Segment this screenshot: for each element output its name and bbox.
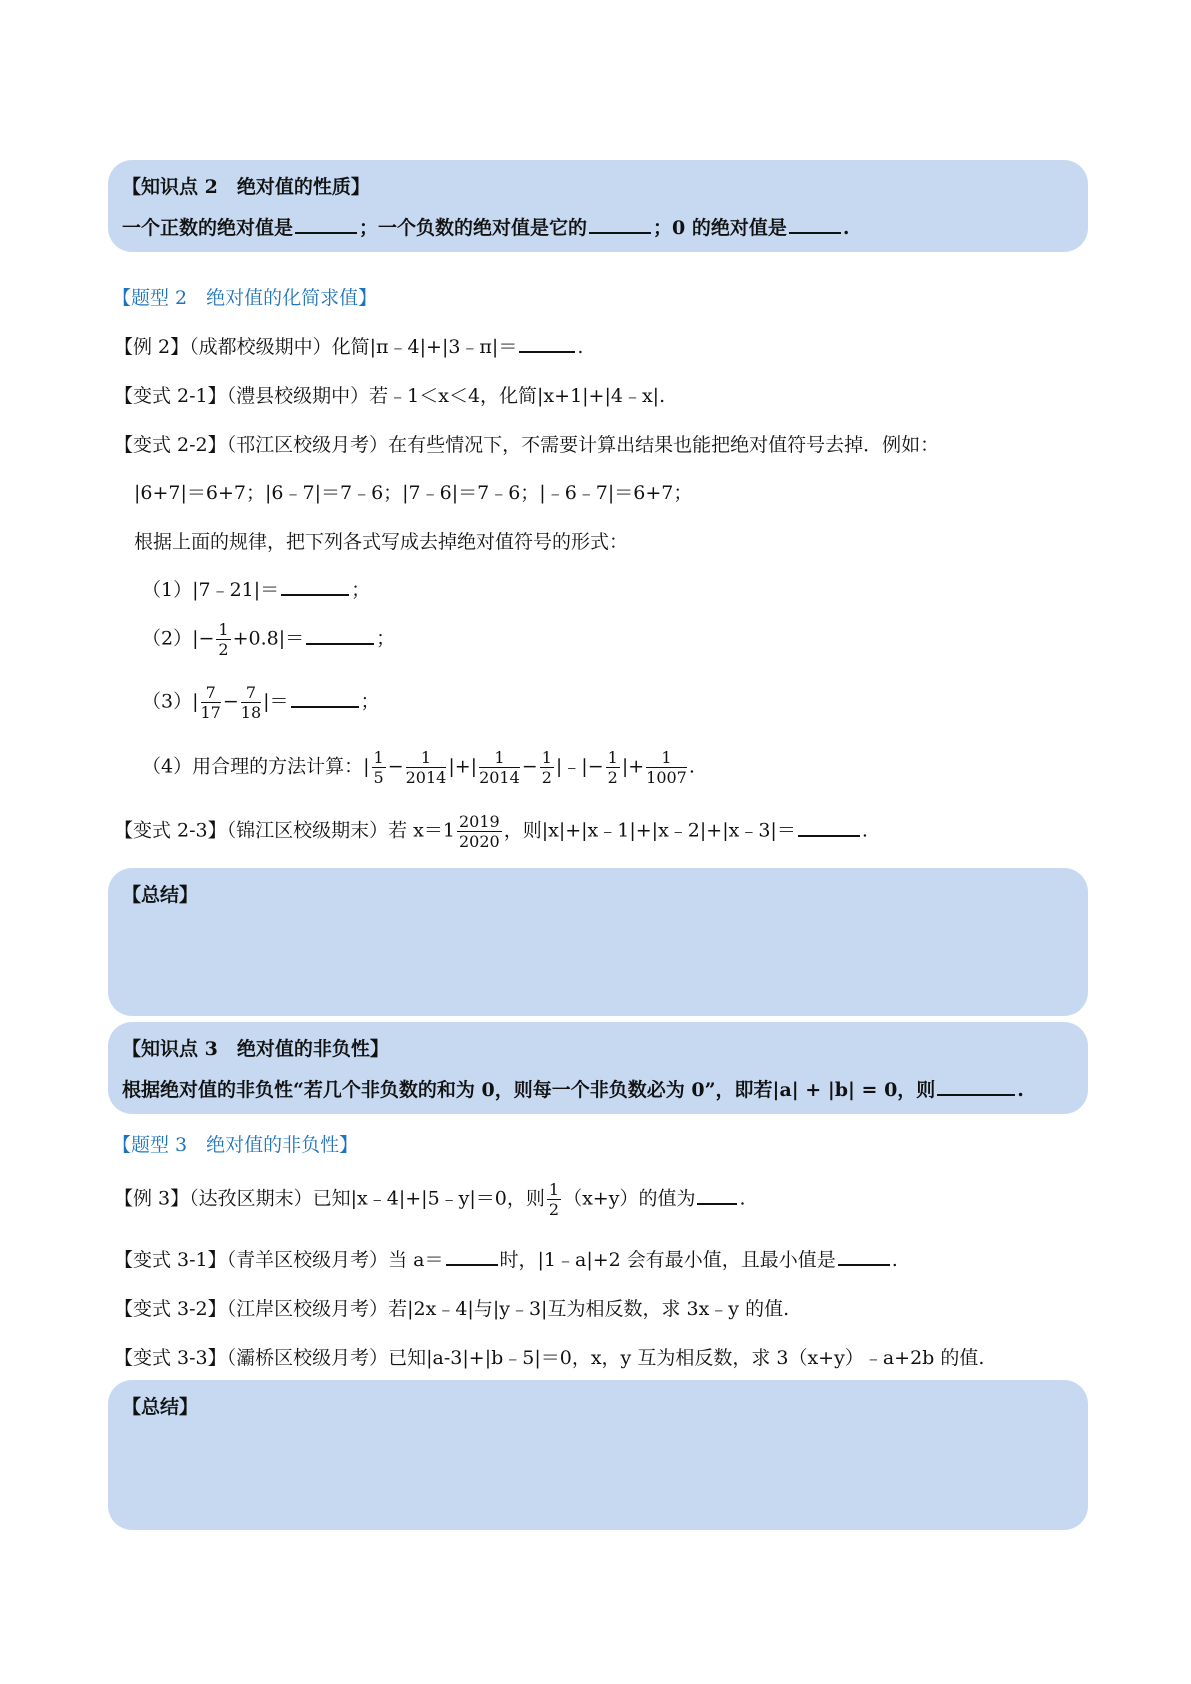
fraction-denominator: 2 <box>607 768 618 788</box>
answer-blank[interactable] <box>838 1248 890 1266</box>
fraction-denominator: 2 <box>548 1200 560 1220</box>
variant-2-3-text: ，则|x|+|x﹣1|+|x﹣2|+|x﹣3|＝ <box>503 819 796 842</box>
kp2-text-1: 一个正数的绝对值是 <box>122 217 294 239</box>
end-mark: ； <box>360 690 380 713</box>
minus-sign: − <box>387 755 404 778</box>
answer-blank[interactable] <box>589 216 651 234</box>
subquestion-4-text: （4）用合理的方法计算：| <box>142 755 370 778</box>
variant-tag: 【变式 3-2】 <box>114 1298 227 1320</box>
fraction-denominator: 5 <box>373 768 384 788</box>
subquestion-4 <box>142 748 695 787</box>
variant-3-1-text: （青羊区校级月考）当 a＝ <box>226 1249 444 1271</box>
minus-sign: − <box>222 690 239 713</box>
example-2 <box>114 332 583 359</box>
knowledge-point-2-title: 【知识点 2 绝对值的性质】 <box>122 176 370 198</box>
operator: |+| <box>448 755 478 778</box>
knowledge-point-2-content <box>122 213 1074 240</box>
fraction-numerator: 1 <box>548 1180 560 1199</box>
fraction <box>479 748 520 787</box>
variant-3-3-text: （灞桥区校级月考）已知|a-3|+|b﹣5|＝0，x，y 互为相反数，求 3（x+y）﹣a+2b 的值. <box>226 1347 985 1369</box>
answer-blank[interactable] <box>295 216 357 234</box>
end-mark: . <box>861 819 868 842</box>
fraction-denominator: 2014 <box>479 768 520 788</box>
example-3 <box>114 1180 746 1219</box>
fraction <box>201 683 221 722</box>
fraction-denominator: 17 <box>200 703 221 723</box>
answer-blank[interactable] <box>519 335 575 353</box>
question-type-3-title: 【题型 3 绝对值的非负性】 <box>112 1134 359 1156</box>
example-2-text: （成都校级期中）化简|π﹣4|+|3﹣π|＝ <box>189 336 518 358</box>
subquestion-3 <box>142 683 380 722</box>
fraction-numerator: 1 <box>646 748 687 768</box>
fraction <box>372 748 386 787</box>
end-mark: . <box>739 1187 746 1210</box>
variant-tag: 【变式 2-2】 <box>114 434 227 456</box>
kp2-end: . <box>842 217 850 239</box>
variant-2-3 <box>114 812 868 851</box>
variant-2-2 <box>114 430 939 457</box>
kp3-text: 根据绝对值的非负性“若几个非负数的和为 0，则每一个非负数必为 0”，即若|a| + |b| = 0，则 <box>122 1079 936 1101</box>
fraction-numerator: 1 <box>479 748 520 768</box>
knowledge-point-3-content <box>122 1075 1074 1102</box>
answer-blank[interactable] <box>281 578 349 596</box>
variant-tag: 【变式 2-1】 <box>114 385 227 407</box>
variant-3-2 <box>114 1294 789 1321</box>
summary-title: 【总结】 <box>122 884 199 906</box>
variant-tag: 【变式 2-3】 <box>114 819 227 842</box>
fraction <box>646 748 687 787</box>
fraction-numerator: 1 <box>607 748 618 767</box>
fraction-numerator: 2019 <box>459 812 500 831</box>
fraction <box>406 748 447 787</box>
subquestion-3-text: （3）| <box>142 690 199 713</box>
fraction-denominator: 2 <box>218 640 229 660</box>
fraction <box>547 1180 561 1219</box>
fraction-numerator: 7 <box>241 683 261 703</box>
fraction-numerator: 1 <box>373 748 384 767</box>
answer-blank[interactable] <box>446 1248 498 1266</box>
subquestion-1 <box>142 575 370 602</box>
question-type-2-title: 【题型 2 绝对值的化简求值】 <box>112 287 378 309</box>
fraction-numerator: 1 <box>541 748 552 767</box>
answer-blank[interactable] <box>798 819 860 837</box>
end-mark: . <box>577 336 584 358</box>
variant-2-3-text: （锦江区校级期末）若 x＝1 <box>226 819 455 842</box>
example-3-text: （达孜区期末）已知|x﹣4|+|5﹣y|＝0，则 <box>189 1187 545 1210</box>
example-3-text: （x+y）的值为 <box>563 1187 696 1210</box>
summary-title: 【总结】 <box>122 1396 199 1418</box>
variant-3-2-text: （江岸区校级月考）若|2x﹣4|与|y﹣3|互为相反数，求 3x﹣y 的值. <box>226 1298 790 1320</box>
answer-blank[interactable] <box>937 1078 1015 1096</box>
variant-2-1-text: （澧县校级期中）若﹣1＜x＜4，化简|x+1|+|4﹣x|. <box>226 385 666 407</box>
subquestion-1-text: （1）|7﹣21|＝ <box>142 579 280 601</box>
answer-blank[interactable] <box>291 690 359 708</box>
fraction-denominator: 2 <box>541 768 552 788</box>
summary-box-1 <box>108 868 1088 1016</box>
end-mark: ； <box>376 627 396 650</box>
fraction-denominator: 2020 <box>459 832 500 852</box>
fraction <box>606 748 620 787</box>
knowledge-point-2-box <box>108 160 1088 252</box>
end-mark: ； <box>351 579 371 601</box>
end-mark: . <box>688 755 695 778</box>
fraction-numerator: 1 <box>406 748 447 768</box>
fraction <box>540 748 554 787</box>
end-mark: . <box>1017 1079 1024 1101</box>
variant-tag: 【变式 3-3】 <box>114 1347 227 1369</box>
operator: |﹣|− <box>555 755 604 778</box>
operator: |+ <box>621 755 645 778</box>
answer-blank[interactable] <box>306 627 374 645</box>
fraction <box>241 683 261 722</box>
fraction-numerator: 1 <box>218 620 229 639</box>
example-tag: 【例 2】 <box>114 336 190 358</box>
subquestion-2-text: +0.8|＝ <box>232 627 305 650</box>
end-mark: . <box>891 1249 898 1271</box>
variant-2-2-text: （邗江区校级月考）在有些情况下，不需要计算出结果也能把绝对值符号去掉．例如： <box>226 434 940 456</box>
fraction <box>216 620 230 659</box>
variant-2-2-examples: |6+7|＝6+7；|6﹣7|＝7﹣6；|7﹣6|＝7﹣6；|﹣6﹣7|＝6+7； <box>134 482 693 504</box>
fraction-denominator: 2014 <box>405 768 447 788</box>
variant-tag: 【变式 3-1】 <box>114 1249 227 1271</box>
fraction <box>457 812 502 851</box>
answer-blank[interactable] <box>789 216 841 234</box>
knowledge-point-3-box <box>108 1022 1088 1114</box>
summary-box-2 <box>108 1380 1088 1530</box>
variant-2-2-rule: 根据上面的规律，把下列各式写成去掉绝对值符号的形式： <box>134 531 629 553</box>
example-tag: 【例 3】 <box>114 1187 190 1210</box>
variant-3-1 <box>114 1245 898 1272</box>
answer-blank[interactable] <box>697 1187 737 1205</box>
fraction-denominator: 18 <box>240 703 262 723</box>
variant-3-1-text: 时，|1﹣a|+2 会有最小值，且最小值是 <box>499 1249 836 1271</box>
kp2-text-3: ；0 的绝对值是 <box>653 217 787 239</box>
variant-3-3 <box>114 1343 984 1370</box>
kp2-text-2: ；一个负数的绝对值是它的 <box>359 217 588 239</box>
variant-2-1 <box>114 381 665 408</box>
knowledge-point-3-title: 【知识点 3 绝对值的非负性】 <box>122 1038 389 1060</box>
subquestion-3-text: |＝ <box>263 690 289 713</box>
subquestion-2 <box>142 620 395 659</box>
fraction-numerator: 7 <box>201 683 221 703</box>
minus-sign: − <box>521 755 538 778</box>
fraction-denominator: 1007 <box>646 768 687 788</box>
subquestion-2-text: （2）|− <box>142 627 215 650</box>
